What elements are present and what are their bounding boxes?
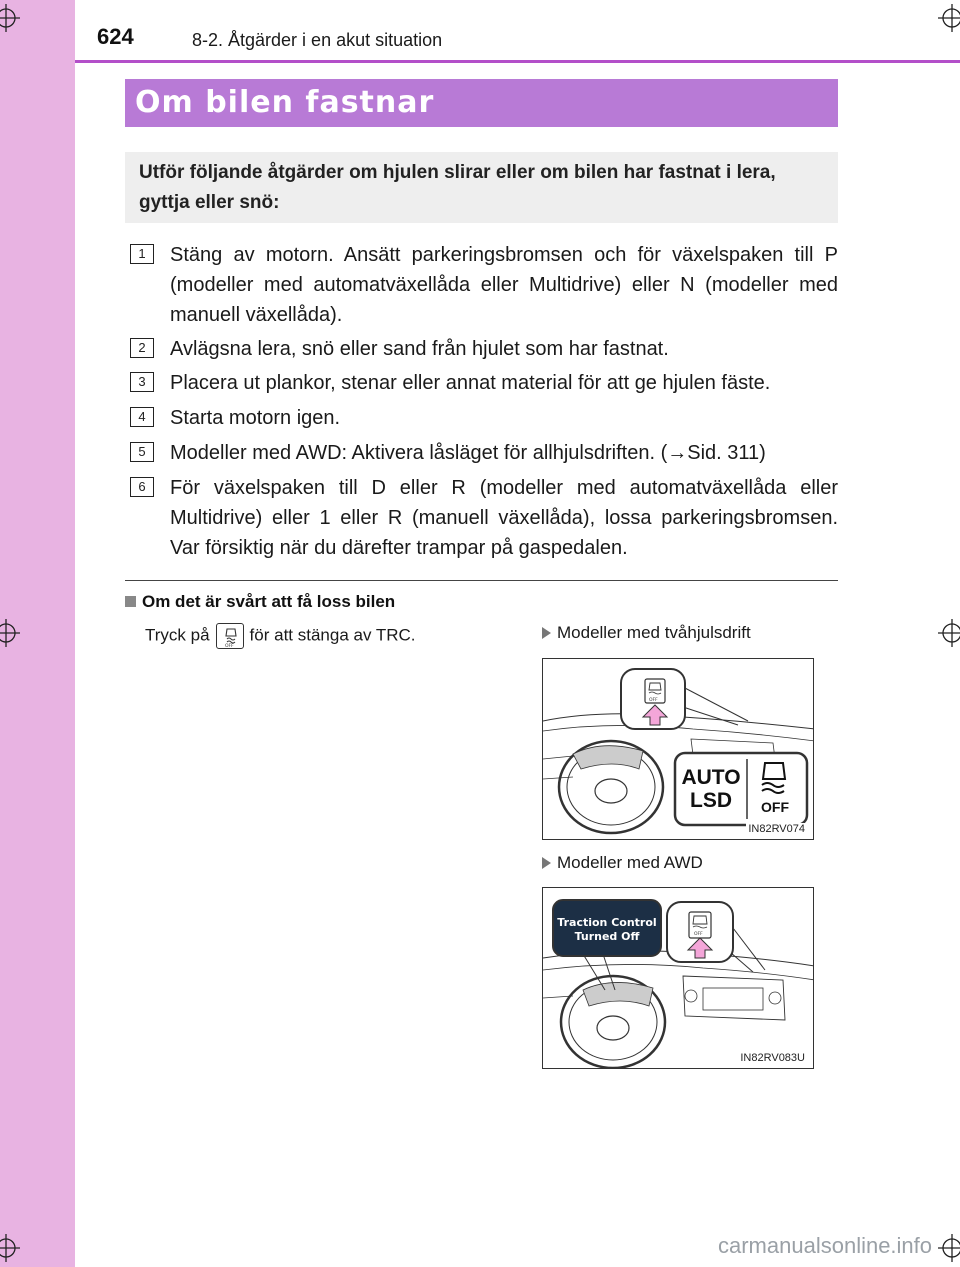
step-item (130, 334, 838, 364)
section-header: 8-2. Åtgärder i en akut situation (192, 30, 443, 50)
step-number: 1 (130, 244, 154, 264)
step-number: 5 (130, 442, 154, 462)
step-text: Avlägsna lera, snö eller sand från hjulet som har fastnat. (170, 338, 669, 360)
step-text: Placera ut plankor, stenar eller annat material för att ge hjulen fäste. (170, 372, 771, 394)
page-number: 624 (97, 24, 134, 49)
registration-mark-icon (0, 1234, 20, 1262)
figure-label (542, 853, 703, 873)
figure-label-text: Modeller med tvåhjulsdrift (557, 623, 751, 642)
note-heading-text: Om det är svårt att få loss bilen (142, 592, 396, 611)
registration-mark-icon (938, 4, 960, 32)
auto-lsd-button-label: AUTO (681, 766, 741, 789)
trc-off-switch-icon (216, 623, 244, 649)
figure-label-text: Modeller med AWD (557, 853, 703, 872)
square-bullet-icon (125, 596, 136, 607)
registration-mark-icon (0, 4, 20, 32)
intro-text: Utför följande åtgärder om hjulen slirar eller om bilen har fastnat i lera, gyttja eller snö: (139, 162, 776, 213)
note-heading (125, 592, 395, 612)
figure-code: IN82RV083U (740, 1052, 805, 1064)
note-text-after: för att stänga av TRC. (249, 625, 416, 645)
svg-text:OFF: OFF (224, 644, 234, 648)
step-item (130, 473, 838, 563)
figure-code: IN82RV074 (748, 823, 805, 835)
step-text: Stäng av motorn. Ansätt parkeringsbromsen och för växelspaken till P (modeller med automatväxellåda eller Multidrive) eller N (modeller med manuell växellåda). (170, 244, 838, 326)
auto-lsd-button-label: LSD (690, 789, 732, 812)
trc-off-button-label: OFF (761, 799, 789, 815)
registration-mark-icon (0, 619, 20, 647)
intro-box (125, 152, 838, 223)
svg-text:OFF: OFF (649, 698, 658, 703)
title-banner (125, 79, 838, 127)
figure-label (542, 623, 751, 643)
note-text-before: Tryck på (145, 625, 210, 645)
step-item (130, 240, 838, 330)
display-message: Traction Control (557, 916, 657, 929)
step-number: 6 (130, 477, 154, 497)
step-number: 4 (130, 407, 154, 427)
figure-dashboard-awd (542, 887, 814, 1069)
display-message: Turned Off (574, 930, 640, 943)
step-number: 3 (130, 372, 154, 392)
step-number: 2 (130, 338, 154, 358)
note-divider (125, 580, 838, 581)
registration-mark-icon (938, 1234, 960, 1262)
page-title: Om bilen fastnar (135, 85, 435, 120)
step-item (130, 403, 838, 433)
note-text (145, 623, 416, 649)
step-item (130, 368, 838, 398)
step-text: För växelspaken till D eller R (modeller med automatväxellåda eller Multidrive) eller 1 eller R (manuell växellåda), lossa parkeringsbromsen. Var försiktig när du därefter trampar på gaspedalen. (170, 477, 838, 559)
step-text: Modeller med AWD: Aktivera låsläget för allhjulsdriften. (→Sid. 311) (170, 442, 766, 464)
step-text: Starta motorn igen. (170, 407, 341, 429)
registration-mark-icon (938, 619, 960, 647)
step-item (130, 438, 838, 468)
svg-text:OFF: OFF (694, 932, 703, 937)
watermark: carmanualsonline.info (718, 1233, 933, 1258)
dashboard-illustration (543, 659, 814, 840)
dashboard-illustration (543, 888, 814, 1069)
triangle-bullet-icon (542, 857, 551, 869)
triangle-bullet-icon (542, 627, 551, 639)
header-rule (75, 60, 960, 63)
figure-dashboard-2wd (542, 658, 814, 840)
